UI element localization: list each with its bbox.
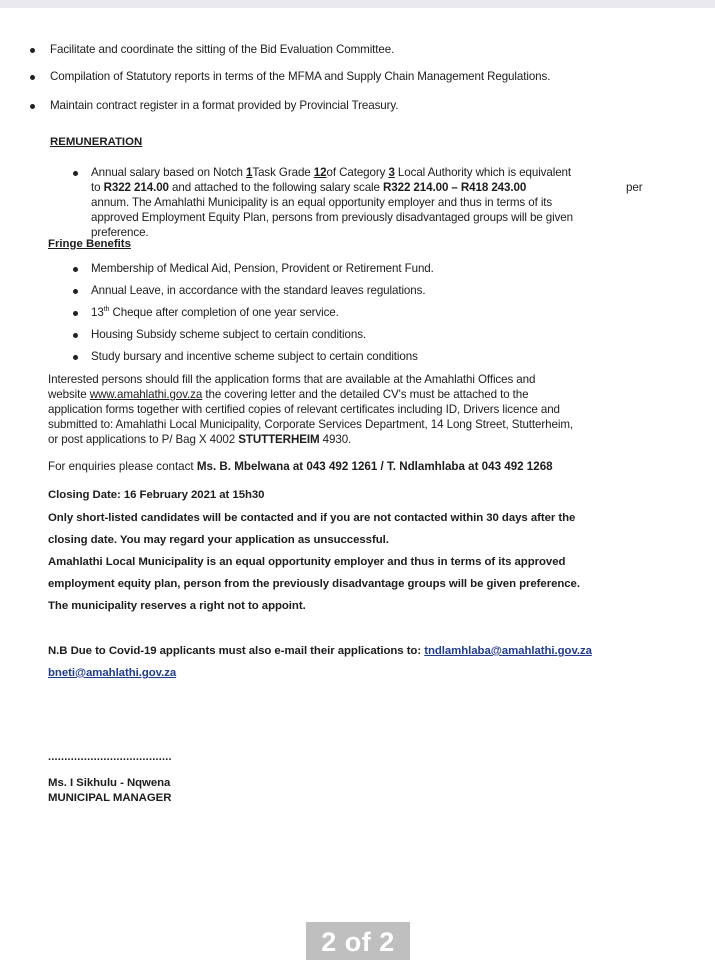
- category: 3: [388, 166, 395, 179]
- bullet: [73, 355, 78, 360]
- signatory-title: MUNICIPAL MANAGER: [48, 792, 172, 804]
- application-paragraph: Interested persons should fill the application forms that are available at the Amahlathi Offices and website www.amahlathi.gov.za the covering letter and the detailed CV's must be attached to the application forms together with certified copies of relevant certificates including ID, Drivers licence and submitted to: Amahlathi Local Municipality, Corporate Services Department, 14 Long Street, Stutterheim, or post applications to P/ Bag X 4002 STUTTERHEIM 4930.: [48, 373, 573, 446]
- page-indicator: 2 of 2: [306, 922, 410, 960]
- bullet: [30, 104, 35, 109]
- list-item: Facilitate and coordinate the sitting of the Bid Evaluation Committee.: [50, 43, 395, 56]
- salary-scale: R322 214.00 – R418 243.00: [383, 181, 527, 194]
- list-item: 13th Cheque after completion of one year service.: [91, 306, 339, 319]
- closing-line: The municipality reserves a right not to appoint.: [48, 600, 306, 612]
- covid-note: N.B Due to Covid-19 applicants must also e-mail their applications to: tndlamhlaba@amahlathi.gov.za: [48, 645, 592, 657]
- remuneration-heading: REMUNERATION: [50, 136, 143, 148]
- signatory-name: Ms. I Sikhulu - Nqwena: [48, 777, 171, 789]
- website-link[interactable]: www.amahlathi.gov.za: [89, 388, 203, 401]
- notch: 1: [246, 166, 253, 179]
- email-link[interactable]: tndlamhlaba@amahlathi.gov.za: [424, 645, 592, 657]
- bullet: [30, 75, 35, 80]
- remuneration-text: Annual salary based on Notch 1Task Grade 12of Category 3 Local Authority which is equivalent to R322 214.00 and attached to the following salary scale R322 214.00 – R418 243.00 per annum. The Amahlathi Municipality is an equal opportunity employer and thus in terms of its approved Employment Equity Plan, persons from previously disadvantaged groups will be given preference.: [91, 166, 643, 239]
- bullet: [73, 171, 78, 176]
- bullet: [73, 311, 78, 316]
- list-item: Study bursary and incentive scheme subject to certain conditions: [91, 350, 418, 363]
- signature-line: ......................................: [48, 751, 172, 763]
- bullet: [73, 267, 78, 272]
- list-item: Annual Leave, in accordance with the standard leaves regulations.: [91, 284, 426, 297]
- enquiries: For enquiries please contact Ms. B. Mbelwana at 043 492 1261 / T. Ndlamhlaba at 043 492 1268: [48, 460, 553, 473]
- closing-line: Only short-listed candidates will be contacted and if you are not contacted within 30 days after the: [48, 512, 576, 524]
- fringe-heading: Fringe Benefits: [48, 238, 131, 250]
- list-item: Maintain contract register in a format provided by Provincial Treasury.: [50, 99, 399, 112]
- closing-line: employment equity plan, person from the previously disadvantage groups will be given preference.: [48, 578, 580, 590]
- closing-line: Amahlathi Local Municipality is an equal opportunity employer and thus in terms of its approved: [48, 556, 566, 568]
- grade: 12: [313, 166, 327, 179]
- list-item: Compilation of Statutory reports in terms of the MFMA and Supply Chain Management Regulations.: [50, 70, 551, 83]
- list-item: Housing Subsidy scheme subject to certain conditions.: [91, 328, 367, 341]
- closing-date: Closing Date: 16 February 2021 at 15h30: [48, 489, 265, 501]
- salary: R322 214.00: [103, 181, 169, 194]
- list-item: Membership of Medical Aid, Pension, Provident or Retirement Fund.: [91, 262, 434, 275]
- email-link[interactable]: bneti@amahlathi.gov.za: [48, 667, 177, 679]
- bullet: [30, 48, 35, 53]
- closing-line: closing date. You may regard your application as unsuccessful.: [48, 534, 389, 546]
- bullet: [73, 289, 78, 294]
- top-edge: [0, 0, 715, 8]
- bullet: [73, 333, 78, 338]
